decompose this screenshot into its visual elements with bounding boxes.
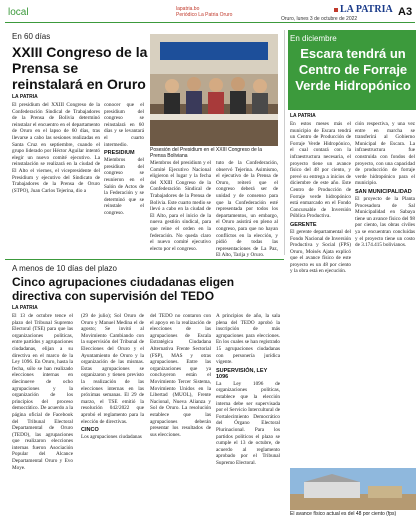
story1-paragraph: tuto de la Confederación, observó Tejerina. Asimismo, el ejecutivo de la Prensa de Oruro, reiteró que el congreso deberá ser de unidad y de consenso para que la Confederación esté representada por todos los departamentos, un embargo, el Oruro asistirá en pleno al congreso, para que no hayan conflictos en la elección, y pidió de todas las representaciones de La Paz, El Alto, Tarija y Oruro. xyxy=(216,160,278,259)
congress-photo-image xyxy=(150,34,278,146)
story1-paragraph: Miembros del presidium y el Comité Ejecutivo Nacional eligieron el lugar y la fecha del XXIII Congreso de la Confederación Sindical de Trabajadores de la Prensa de Bolivia. Este cuarto medio se llevó a cabo en la ciudad de El Alto, para el inicio de la nueva gestión sindical, para que reine el orden en la federación. No queda claro el nuevo comité ejecutivo electo por el congreso. xyxy=(150,160,211,252)
story3-subhead: SUPERVISIÓN, LEY 1096 xyxy=(216,367,268,380)
page-number: A3 xyxy=(398,6,413,18)
story1-column-1 xyxy=(12,102,100,254)
logo-text: LA PATRIA xyxy=(340,4,393,15)
story1-subhead: PRESIDIUM xyxy=(104,150,135,157)
masthead-links xyxy=(176,6,246,18)
story1-column-3 xyxy=(150,160,211,254)
header-divider xyxy=(5,22,415,23)
story2-paragraph: En estos meses más el municipio de Escara tendrá un Centro de Producción de Forraje Verde Hidropónico, el cual contará con la infraestructura necesaria, el proyecto tiene un avance físico del 48 por ciento, y prevé su entrega a inicios de diciembre de este año. Este Centro de Producción de Forraje verde hidropónico está enmarcado en el Fondo Concursable de Inversión Pública Productiva. xyxy=(290,121,351,220)
story3-paragraph: del TEDO no contaron con el apoyo en la realización de elecciones de las agrupaciones de Escala Estratégica Ciudadana Alternativa Frente Sectorial (FSP), MAS y otras agrupaciones. Entre las organizaciones que ya concluyeron están el Movimiento Tercer Sistema, Movimiento Unidos en la Libertad (MUOL), Frente Nacional, Nueva Alianza y Sol de Oruro. La resolución establece que las agrupaciones deberán presentar los resultados de sus elecciones. xyxy=(150,313,211,438)
story2-headline: Escara tendrá un Centro de Forraje Verde Hidropónico xyxy=(295,46,411,93)
story1-column-2 xyxy=(104,102,144,254)
masthead-social: Periódico La Patria Oruro xyxy=(176,12,233,18)
story1-byline: LA PATRIA xyxy=(12,94,38,100)
story1-paragraph: conocer que el presidium del congreso se reinstalará en 60 días y se levantará el cuarto intermedio. xyxy=(104,102,144,148)
newspaper-logo xyxy=(334,4,393,15)
story1-headline: XXIII Congreso de la Prensa se reinstalará en Oruro xyxy=(12,44,148,92)
story3-paragraph: El 13 de octubre tence el plazo del Tribunal Supremo Electoral (TSE) para que las organizaciones políticas, entre partidos y agrupaciones ciudadanas, elijan a su directiva en el marco de la Ley 1096. En Oruro, hasta la fecha, sólo se han realizado elecciones internas en diecinueve de ocho agrupaciones y la organización de los principios del proceso democrático. De acuerdo a la página oficial de Facebook del Tribunal Electoral Departamental de Oruro (TEDO), las agrupaciones que realizaron elecciones internas fueron Asociación Popular del Alcance Departamental Oruro y Evo Moye. xyxy=(12,313,73,471)
forage-center-photo-image xyxy=(290,468,416,510)
story3-top-divider xyxy=(5,259,284,260)
story3-column-3 xyxy=(150,313,211,518)
story3-paragraph: La Ley 1096 de organizaciones políticas, establece que la elección interna debe ser supervisada por el Servicio Intercultural de Fortalecimiento Democrático del Órgano Electoral Plurinacional. Para los partidos políticos el plazo se cumple el 13 de octubre, de acuerdo al reglamento aprobado por el Tribunal Supremo Electoral. xyxy=(216,380,280,466)
story2-column-2 xyxy=(355,121,415,466)
story3-paragraph: (29 de julio); Sol Oruro de Oruro y Manuel Medina el de agosto; Se invitó al Movimiento Cambiando con la supervisión del Tribunal de Elecciones del Oruro y el Ayuntamiento de Oruro y la organización de las mismas. Estas agrupaciones se organizaron y tienen previsto la realización de las elecciones internas en las próximas semanas. El 29 de marzo, el TSE emitió la resolución 042/2022 que aprobó el reglamento para la elección de directivas. xyxy=(81,313,144,425)
story3-byline: LA PATRIA xyxy=(12,305,38,311)
story2-paragraph: El gerente departamental del Fondo Nacional de Inversión Productiva y Social (FPS) Oruro, Moisés Ajata explicó que el avance físico de este proyecto es un 48 por ciento y la obra está en ejecución. xyxy=(290,228,351,275)
story2-paragraph: ción respectiva, y una vez entre en marcha se transferirá al Gobierno Municipal de Escara. La infraestructura fue construida con fondos del proyecto, con una capacidad de producción de forraje verde hidropónico para el municipio. xyxy=(355,121,415,187)
story2-subhead: SAN MUNICIPALIDAD xyxy=(355,188,412,195)
issue-date: Oruro, lunes 3 de octubre de 2022 xyxy=(281,16,358,22)
story3-column-1 xyxy=(12,313,73,518)
story3-column-2 xyxy=(81,313,144,518)
story2-paragraph: El proyecto de la Planta Procesadora de Sal Municipalidad en Sabaya tiene un avance físico del 98 por ciento, las obras civiles ya se encuentran concluidas y el proyecto tiene un costo de 3.174.415 bolivianos. xyxy=(355,195,415,249)
story1-paragraph: El presidium del XXIII Congreso de la Confederación Sindical de Trabajadores de la Prensa de Bolivia determinó reinstalar el encuentro en el departamento de Oruro en el lapso de 60 días, tras llevarse a cabo las sesiones realizadas en Santa Cruz en septiembre, cuando el grupo liderado por Héctor Aguilar intentó elegir un nuevo comité ejecutivo. La reinstalación se realizará en la ciudad de El Alto el viernes, el vicepresidente del Presidium y ejecutivo del Sindicato de Trabajadores de la Prensa de Oruro (STPO), Juan Carlos Tejerina, dio a xyxy=(12,102,100,194)
story1-kicker: En 60 días xyxy=(12,32,51,41)
story2-photo xyxy=(290,468,416,510)
story1-column-4 xyxy=(216,160,278,259)
story3-subhead: CINCO xyxy=(81,427,99,434)
story3-kicker: A menos de 10 días del plazo xyxy=(12,264,117,273)
story3-paragraph: A principios de año, la sala plena del TEDO aprobó la inscripción de más agrupaciones para elecciones. En los cuales se han registrado 15 agrupaciones ciudadanas con personería jurídica vigente. xyxy=(216,313,280,366)
story1-photo xyxy=(150,34,278,146)
story3-headline: Cinco agrupaciones ciudadanas eligen directiva con supervisión del TEDO xyxy=(12,275,235,303)
column-divider xyxy=(284,30,285,255)
logo-square-icon xyxy=(334,8,338,12)
story3-paragraph: Los agrupaciones ciudadanas xyxy=(81,434,142,441)
story2-kicker: En diciembre xyxy=(290,34,337,43)
story1-photo-caption: Posesión del Presidium en el XXIII Congreso de la Prensa Boliviana xyxy=(150,147,263,159)
story2-photo-caption: El avance físico actual es del 48 por ciento (fps) xyxy=(290,511,397,517)
section-label: local xyxy=(8,7,29,18)
story3-column-4 xyxy=(216,313,280,518)
masthead-web: lapatria.bo xyxy=(176,6,200,12)
story2-byline: LA PATRIA xyxy=(290,113,316,119)
story2-column-1 xyxy=(290,121,351,466)
story2-subhead: GERENTE xyxy=(290,221,317,228)
story1-paragraph: Miembros del presidium del congreso se reunieron en el Salón de Actos de la Federación y se determinó que se reinstale el congreso. xyxy=(104,157,144,216)
